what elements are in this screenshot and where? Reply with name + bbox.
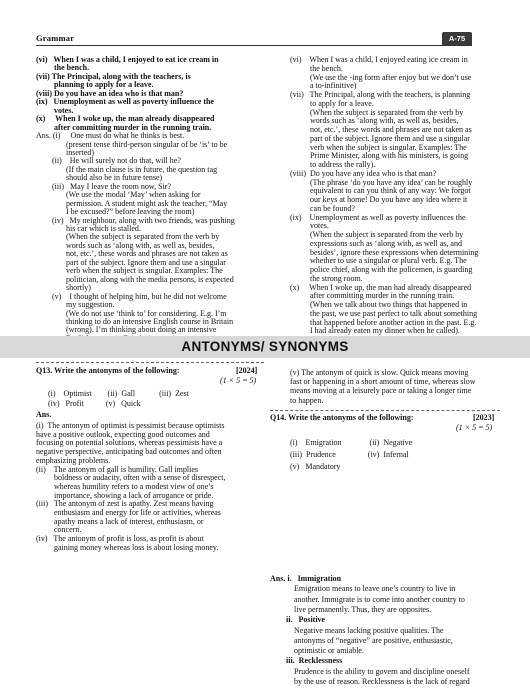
- text-line: boldness or audacity, often with a sense of disrespect,: [36, 473, 226, 483]
- text-line: besides’, ignore these expressions when determining: [290, 247, 479, 257]
- text-line: (x) When I woke up, the man already disappeared: [36, 114, 215, 124]
- text-line: Emigration means to leave one’s country to live in: [270, 584, 456, 594]
- text-line: (present tense third-person singular of be ‘is’ to be: [36, 139, 228, 149]
- text-line: (We use the modal ‘May’ when asking for: [36, 190, 201, 200]
- text-line: equivalent to can you think of any way: We forgot: [290, 186, 471, 196]
- text-line: after committing murder in the running train.: [290, 291, 455, 301]
- section-banner: [0, 336, 530, 358]
- text-line: (x) When I woke up, the man had already disappeared: [290, 282, 472, 292]
- text-line: (vi) When I was a child, I enjoyed to eat ice cream in: [36, 55, 219, 64]
- q14-divider: [270, 410, 500, 411]
- q14-question: Q14. Write the antonyms of the following:: [270, 413, 414, 422]
- q13-options-row1: (i) Optimist (ii) Gall (iii) Zest: [48, 389, 189, 398]
- text-line: Ans. (i) One must do what he thinks is best.: [36, 131, 185, 141]
- text-line: the strong room.: [290, 273, 363, 283]
- q13-question: Q13. Write the antonyms of the following:: [36, 366, 180, 375]
- text-line: gaining money whereas loss is about losing money.: [36, 542, 219, 552]
- text-line: words such as ‘along with, as well as, besides,: [290, 116, 459, 126]
- text-line: Negative means lacking positive qualities. The: [270, 625, 444, 635]
- text-line: a to-infinitive): [290, 81, 357, 91]
- text-line: politician, along with the media persons, is expected: [36, 274, 234, 284]
- text-line: my suggestion.: [36, 300, 115, 310]
- text-line: shortly): [36, 283, 91, 293]
- text-line: not, etc.’, these words and phrases are not taken as: [36, 249, 228, 259]
- text-line: (When the subject is separated from the verb by: [290, 107, 464, 117]
- text-line: (ii) The antonym of gall is humility. Gall implies: [36, 464, 198, 474]
- text-line: words such as ‘along with, as well as, besides,: [36, 240, 215, 250]
- text-line: whereas humility refers to a modest view of one’s: [36, 481, 214, 491]
- text-line: negative perspective, anticipating bad outcomes and often: [36, 447, 222, 457]
- text-line: inserted): [36, 147, 94, 157]
- text-line: votes.: [290, 221, 329, 231]
- text-line: optimistic or amiable.: [270, 646, 364, 656]
- text-line: live permanently. Thus, they are opposites.: [270, 604, 432, 614]
- text-line: the bench.: [36, 63, 90, 73]
- text-line: Ans. i. Immigration: [270, 574, 342, 583]
- text-line: (vii) The Principal, along with the teachers, is: [36, 71, 191, 81]
- text-line: permission. A student might ask the teacher, “May: [36, 198, 228, 208]
- text-line: votes.: [36, 105, 74, 115]
- text-line: planning to apply for a leave.: [36, 80, 154, 90]
- q13-year: [2024]: [236, 366, 258, 375]
- text-line: by the use of reason. Recklessness is the lack of regard: [270, 677, 470, 686]
- text-line: expressions such as ‘along with, as well as, and: [290, 238, 462, 248]
- text-line: Prudence is the ability to govern and discipline oneself: [270, 666, 470, 676]
- text-line: (ii) He will surely not do that, will he?: [36, 156, 181, 166]
- text-line: to address the rally).: [290, 160, 376, 169]
- text-line: emphasizing problems.: [36, 455, 111, 465]
- text-line: (ix) Unemployment as well as poverty influences the: [290, 212, 466, 222]
- text-line: police chief, along with the policemen, is guarding: [290, 265, 473, 274]
- banner-title: ANTONYMS/ SYNONYMS: [181, 339, 349, 354]
- text-line: can be found?: [290, 203, 355, 213]
- text-line: concern.: [36, 525, 82, 535]
- text-line: another. Immigrate is to come into another country to: [270, 594, 465, 604]
- text-line: apathy means a lack of interest, enthusiasm, or: [36, 516, 204, 526]
- text-line: part of the subject. Ignore them and use a singular: [290, 133, 470, 143]
- text-line: should also be in future tense): [36, 173, 163, 183]
- text-line: (When we talk about two things that happened in: [290, 300, 468, 309]
- q13-marks: (1 × 5 = 5): [220, 376, 257, 385]
- text-line: after committing murder in the running train.: [36, 122, 212, 132]
- text-line: to happen.: [290, 395, 324, 405]
- text-line: thinking to do an intensive English course in Britain: [36, 316, 234, 326]
- header-rule: [36, 45, 472, 46]
- text-line: (iii) May I leave the room now, Sir?: [36, 181, 172, 191]
- text-line: whether to use a singular or plural verb. E.g. The: [290, 256, 467, 266]
- q14-marks: (1 × 5 = 5): [456, 423, 493, 432]
- text-line: (vi) When I was a child, I enjoyed eating ice cream in: [290, 55, 468, 64]
- text-line: antonyms of “negative” are positive, enthusiastic,: [270, 635, 453, 645]
- text-line: focusing on potential solutions, whereas pessimists have a: [36, 438, 223, 448]
- text-line: not, etc.’, these words and phrases are not taken as: [290, 125, 472, 134]
- text-line: the past, we use past perfect to talk about something: [290, 308, 478, 318]
- text-line: iii. Recklessness: [270, 656, 343, 666]
- text-line: I be excused?” before leaving the room): [36, 207, 195, 217]
- text-line: fast or happening in a short amount of time, whereas slow: [290, 377, 476, 387]
- text-line: to apply for a leave.: [290, 98, 374, 108]
- text-line: (iv) My neighbour, along with two friends, was pushing: [36, 215, 235, 225]
- text-line: enthusiasm and energy for life or activities, whereas: [36, 508, 221, 517]
- text-line: (ix) Unemployment as well as poverty influence the: [36, 97, 214, 107]
- text-line: I had already eaten my dinner when he called).: [290, 326, 460, 336]
- text-line: part of the subject. Ignore them and use a singular: [36, 257, 226, 267]
- q14-options-row2: (iii) Prudence (iv) Infernal: [290, 450, 409, 459]
- q13-options-row2: (iv) Profit (v) Quick: [48, 399, 141, 408]
- q14-options-row1: (i) Emigration (ii) Negative: [290, 438, 413, 447]
- page-number-badge: A-75: [442, 32, 472, 45]
- text-line: verb when the subject is singular. Examples: The: [290, 142, 467, 152]
- q14-options-row3: (v) Mandatory: [290, 462, 341, 471]
- text-line: that happened before another action in the past. E.g.: [290, 317, 477, 327]
- text-line: means moving at a leisurely pace or taking a longer time: [290, 386, 472, 396]
- text-line: (wrong). I’m thinking about doing an intensive: [36, 325, 217, 335]
- section-label: Grammar: [36, 33, 75, 43]
- q13-divider: [36, 362, 264, 363]
- text-line: importance, showing a lack of arrogance or pride.: [36, 490, 214, 500]
- text-line: (viii) Do you have an idea who is that man?: [36, 88, 184, 98]
- text-line: (If the main clause is in future, the question tag: [36, 164, 218, 174]
- text-line: (vii) The Principal, along with the teachers, is planning: [290, 90, 471, 99]
- text-line: our keys at home! Do you have any idea where it: [290, 195, 468, 204]
- text-line: (We use the -ing form after enjoy but we don’t use: [290, 72, 472, 82]
- text-line: Prime Minister, along with his ministers, is going: [290, 151, 469, 161]
- q14-year: [2023]: [473, 413, 495, 422]
- text-line: have a positive outlook, expecting good outcomes and: [36, 429, 210, 439]
- text-line: (When the subject is separated from the verb by: [290, 230, 464, 239]
- text-line: (i) The antonym of optimist is pessimist because optimists: [36, 421, 225, 430]
- text-line: (iv) The antonym of profit is loss, as profit is about: [36, 534, 204, 544]
- text-line: (iii) The antonym of zest is apathy. Zest means having: [36, 499, 214, 509]
- page-header: [0, 0, 530, 50]
- text-line: (When the subject is separated from the verb by: [36, 232, 220, 242]
- q13-answer-label: Ans.: [36, 410, 52, 419]
- text-line: (We do not use ‘think to’ for considering. E.g. I’m: [36, 308, 227, 318]
- text-line: verb when the subject is singular. Examples: The: [36, 266, 223, 276]
- text-line: the bench.: [290, 63, 343, 73]
- text-line: (viii) Do you have any idea who is that man?: [290, 168, 437, 178]
- text-line: ii. Positive: [270, 615, 326, 625]
- text-line: (v) I thought of helping him, but he did not welcome: [36, 291, 227, 301]
- text-line: (The phrase ‘do you have any idea’ can be roughly: [290, 177, 473, 187]
- text-line: (v) The antonym of quick is slow. Quick means moving: [290, 368, 469, 377]
- text-line: his car which is stalled.: [36, 224, 141, 233]
